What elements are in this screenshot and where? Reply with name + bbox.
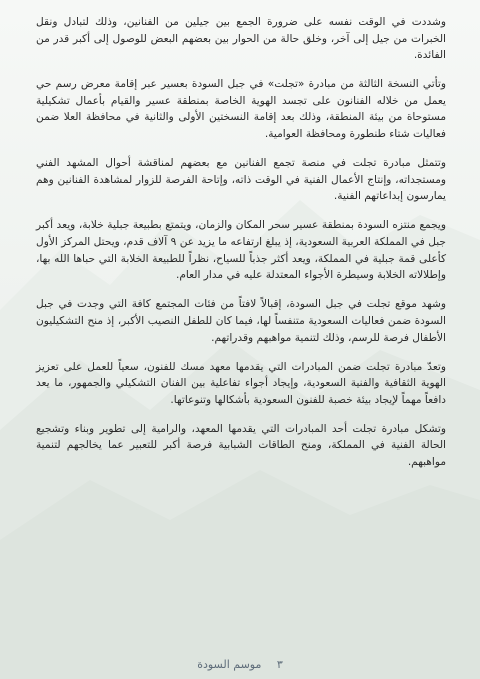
page-footer	[0, 658, 480, 671]
paragraph-6: وتعدّ مبادرة تجلت ضمن المبادرات التي يقدمها معهد مسك للفنون، سعياً للعمل على تعزيز الهوية الثقافية والفنية السعودية، وإيجاد أجواء تفاعلية بين الفنان التشكيلي والجمهور، ما يعد دافعاً مهماً لإيجاد بيئة خصبة للفنون السعودية بأشكالها وتنوعاتها.	[36, 360, 446, 406]
paragraph-7: وتشكل مبادرة تجلت أحد المبادرات التي يقدمها المعهد، والرامية إلى تطوير وبناء وتشجيع الحالة الفنية في المملكة، ومنح الطاقات الشبابية فرصة أكبر للتعبير عما يخالجهم لتنمية مواهبهم.	[36, 422, 446, 469]
paragraph-1: وشددت في الوقت نفسه على ضرورة الجمع بين جيلين من الفنانين، وذلك لتبادل ونقل الخبرات من جيل إلى آخر، وخلق حالة من الحوار بين بعضهم البعض للوصول إلى أكبر قدر من الفائدة.	[36, 16, 446, 62]
page-number: ٣	[276, 658, 283, 671]
footer-title: موسم السودة	[197, 658, 262, 671]
paragraph-4: ويجمع منتزه السودة بمنطقة عسير سحر المكان والزمان، ويتمتع بطبيعة جبلية خلابة، ويعد أكبر جبل في المملكة العربية السعودية، إذ يبلغ ارتفاعه ما يزيد عن ٩ آلاف قدم، ويحتل المركز الأول كأعلى قمة جبلية في المملكة، ويعد أكثر جذباً للسياح، نظراً للطبيعة الخلابة التي حباها الله بها، وإطلالاته الخلابة وسيطرة الأجواء المعتدلة عليه في مدار العام.	[36, 219, 446, 282]
article-body	[36, 14, 446, 483]
paragraph-5: وشهد موقع تجلت في جبل السودة، إقبالاً لافتاً من فئات المجتمع كافة التي وجدت في جبل السودة ضمن فعاليات السعودية متنفساً لها، فيما كان للطفل النصيب الأكبر، إذ منح التشكيليون الأطفال فرصة للرسم، وذلك لتنمية مواهبهم وقدراتهم.	[36, 298, 446, 344]
paragraph-3: وتتمثل مبادرة تجلت في منصة تجمع الفنانين مع بعضهم لمناقشة أحوال المشهد الفني ومستجداته، وإنتاج الأعمال الفنية في الوقت ذاته، وإتاحة الفرصة للزوار لمشاهدة الفنانين وهم يمارسون إبداعاتهم الفنية.	[36, 157, 446, 203]
paragraph-2: وتأتي النسخة الثالثة من مبادرة «تجلت» في جبل السودة بعسير عبر إقامة معرض رسم حي يعمل من خلاله الفنانون على تجسد الهوية الخاصة بمنطقة عسير والقيام بأعمال تشكيلية مستوحاة من بيئة المنطقة، وذلك بعد إقامة النسختين الأولى والثانية في محافظة العلا ضمن فعاليات شتاء طنطورة ومحافظة العوامية.	[36, 78, 446, 141]
